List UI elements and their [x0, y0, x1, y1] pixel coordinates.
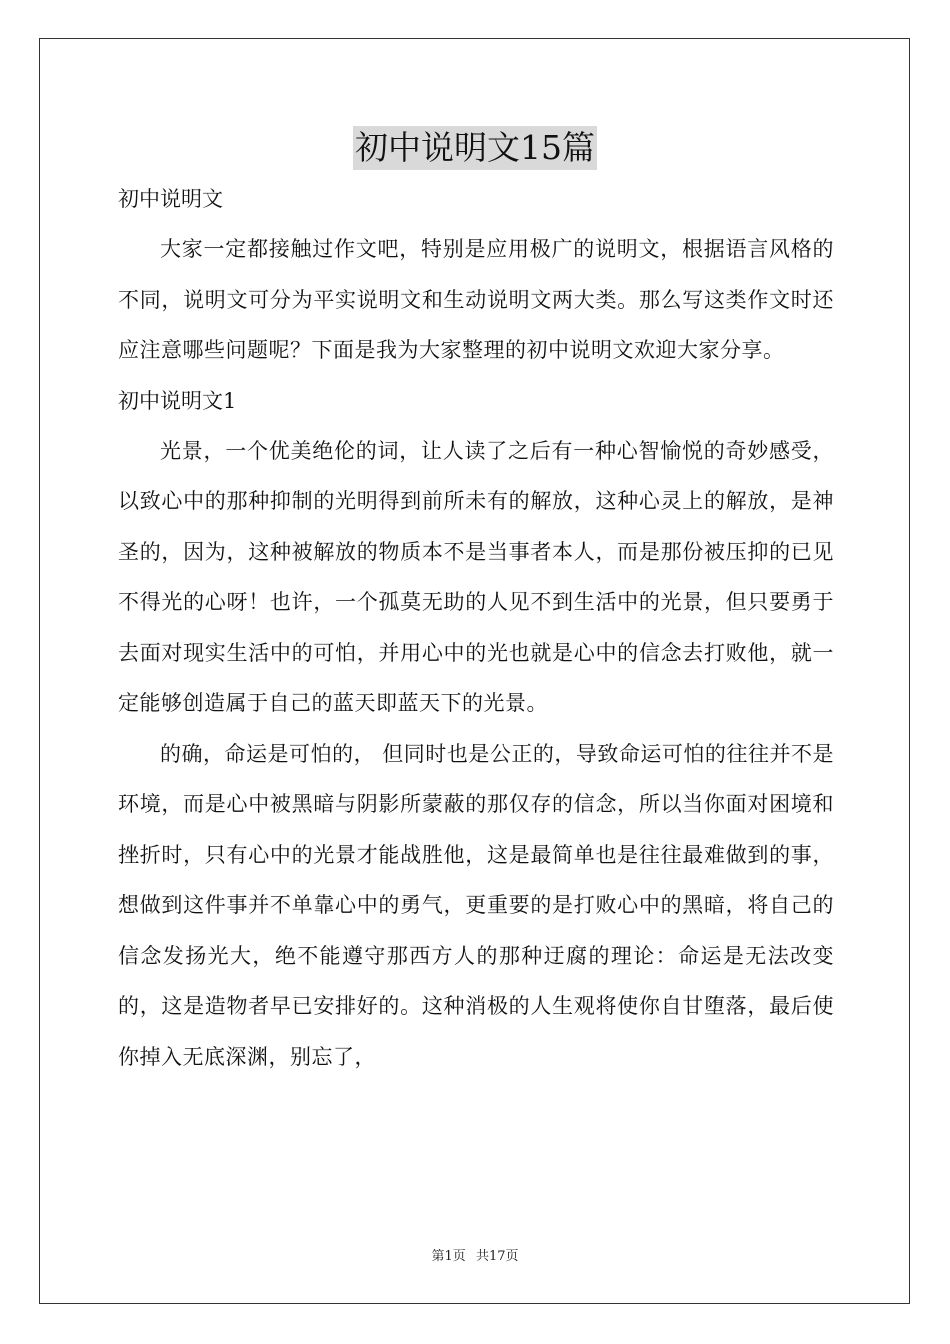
document-body [118, 174, 834, 1082]
page-total: 共17页 [475, 1249, 519, 1264]
intro-heading: 初中说明文 [118, 187, 223, 211]
paragraph-1: 光景，一个优美绝伦的词，让人读了之后有一种心智愉悦的奇妙感受，以致心中的那种抑制的光明得到前所未有的解放，这种心灵上的解放，是神圣的，因为，这种被解放的物质本不是当事者本人，而是那份被压抑的已见不得光的心呀！也许，一个孤莫无助的人见不到生活中的光景，但只要勇于去面对现实生活中的可怕，并用心中的光也就是心中的信念去打败他，就一定能够创造属于自己的蓝天即蓝天下的光景。 [118, 438, 834, 715]
intro-paragraph: 大家一定都接触过作文吧，特别是应用极广的说明文，根据语言风格的不同，说明文可分为平实说明文和生动说明文两大类。那么写这类作文时还应注意哪些问题呢？下面是我为大家整理的初中说明文欢迎大家分享。 [118, 237, 834, 362]
document-title: 初中说明文15篇 [353, 126, 597, 170]
section-heading-1: 初中说明文1 [118, 388, 237, 413]
page-number: 第1页 [431, 1249, 466, 1264]
paragraph-2: 的确，命运是可怕的， 但同时也是公正的，导致命运可怕的往往并不是环境，而是心中被黑暗与阴影所蒙蔽的那仅存的信念，所以当你面对困境和挫折时，只有心中的光景才能战胜他，这是最简单也是往往最难做到的事，想做到这件事并不单靠心中的勇气，更重要的是打败心中的黑暗，将自己的信念发扬光大，绝不能遵守那西方人的那种迂腐的理论：命运是无法改变的，这是造物者早已安排好的。这种消极的人生观将使你自甘堕落，最后使你掉入无底深渊，别忘了， [118, 741, 834, 1069]
title-container [0, 126, 950, 170]
page-footer [0, 1245, 950, 1264]
